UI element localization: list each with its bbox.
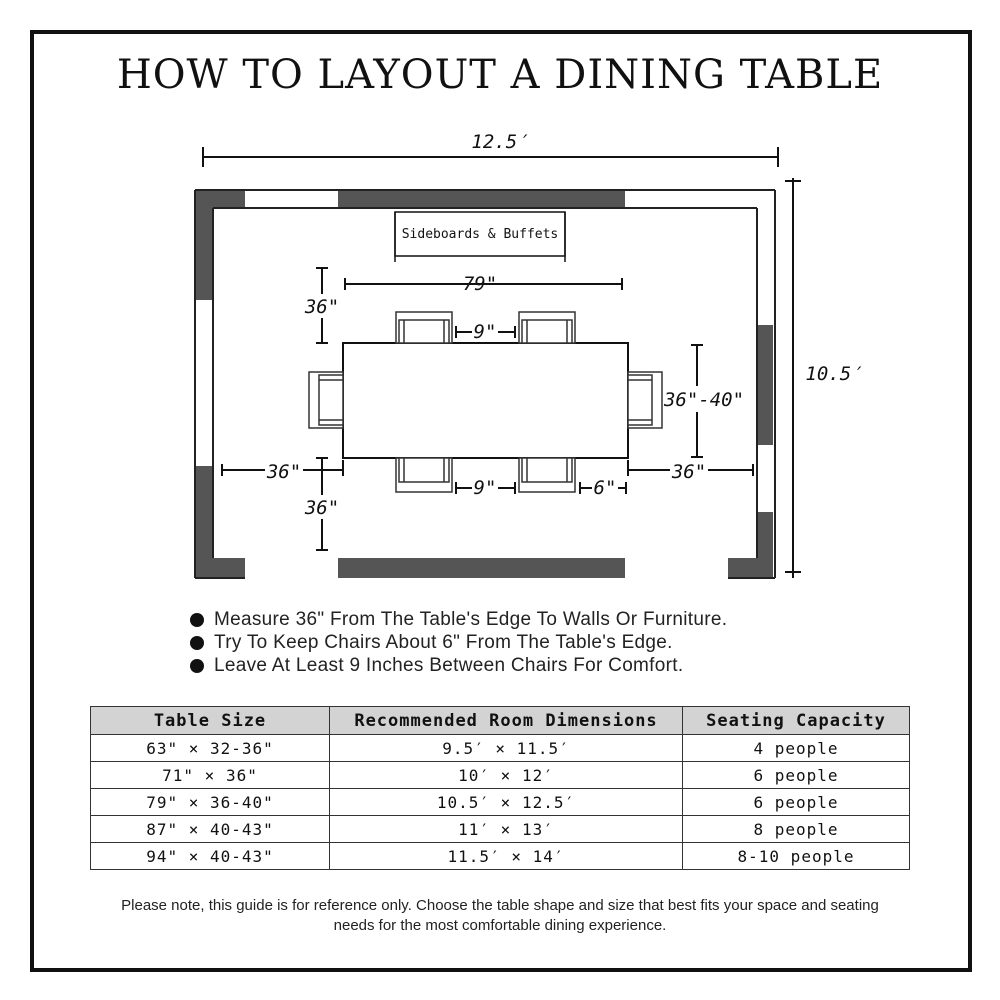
- table-row: [91, 789, 910, 816]
- chair-right-end: [628, 372, 662, 428]
- header-table-size: Table Size: [91, 707, 330, 735]
- table-row: [91, 843, 910, 870]
- table-length-label: 79": [462, 273, 498, 295]
- chair-top-right: [519, 312, 575, 343]
- bullet-icon: [190, 636, 204, 650]
- tip-item: [190, 654, 727, 677]
- cell-seating-capacity: 4 people: [683, 735, 910, 762]
- cell-table-size: 87" × 40-43": [91, 816, 330, 843]
- chair-gap-top-label: 9": [473, 321, 497, 343]
- room-length-dimension: [785, 178, 801, 578]
- cell-room-dimensions: 9.5′ × 11.5′: [330, 735, 683, 762]
- cell-seating-capacity: 8 people: [683, 816, 910, 843]
- sideboard-label: Sideboards & Buffets: [401, 227, 559, 242]
- cell-room-dimensions: 11′ × 13′: [330, 816, 683, 843]
- tip-text: Measure 36" From The Table's Edge To Walls Or Furniture.: [214, 609, 728, 630]
- top-clearance-label: 36": [304, 296, 340, 318]
- tip-item: [190, 608, 727, 631]
- cell-room-dimensions: 10′ × 12′: [330, 762, 683, 789]
- cell-seating-capacity: 6 people: [683, 762, 910, 789]
- room-width-label: 12.5′: [471, 131, 529, 153]
- cell-seating-capacity: 6 people: [683, 789, 910, 816]
- tip-text: Leave At Least 9 Inches Between Chairs For Comfort.: [214, 655, 684, 676]
- header-seating-capacity: Seating Capacity: [683, 707, 910, 735]
- chair-bottom-left: [396, 458, 452, 492]
- room-length-label: 10.5′: [805, 363, 863, 385]
- cell-seating-capacity: 8-10 people: [683, 843, 910, 870]
- disclaimer-note: Please note, this guide is for reference only. Choose the table shape and size that best fits your space and seating needs for the most comfortable dining experience.: [121, 897, 879, 934]
- bullet-icon: [190, 659, 204, 673]
- cell-table-size: 63" × 32-36": [91, 735, 330, 762]
- table-width-label: 36"-40": [663, 389, 745, 411]
- chair-to-edge-label: 6": [593, 477, 617, 499]
- bottom-clearance-label: 36": [304, 497, 340, 519]
- table-row: [91, 762, 910, 789]
- bullet-icon: [190, 613, 204, 627]
- chair-bottom-right: [519, 458, 575, 492]
- table-header-row: [91, 707, 910, 735]
- page-title: HOW TO LAYOUT A DINING TABLE: [116, 52, 884, 98]
- dining-table: [343, 343, 628, 458]
- table-row: [91, 735, 910, 762]
- tip-item: [190, 631, 727, 654]
- cell-table-size: 71" × 36": [91, 762, 330, 789]
- table-row: [91, 816, 910, 843]
- cell-table-size: 94" × 40-43": [91, 843, 330, 870]
- chair-gap-bottom-label: 9": [473, 477, 497, 499]
- header-room-dimensions: Recommended Room Dimensions: [330, 707, 683, 735]
- cell-table-size: 79" × 36-40": [91, 789, 330, 816]
- right-clearance-label: 36": [671, 461, 707, 483]
- chair-left-end: [309, 372, 343, 428]
- left-clearance-label: 36": [266, 461, 302, 483]
- size-guide-table: [90, 706, 910, 870]
- tip-text: Try To Keep Chairs About 6" From The Table's Edge.: [214, 632, 673, 653]
- cell-room-dimensions: 10.5′ × 12.5′: [330, 789, 683, 816]
- tips-list: [190, 608, 727, 677]
- cell-room-dimensions: 11.5′ × 14′: [330, 843, 683, 870]
- chair-top-left: [396, 312, 452, 343]
